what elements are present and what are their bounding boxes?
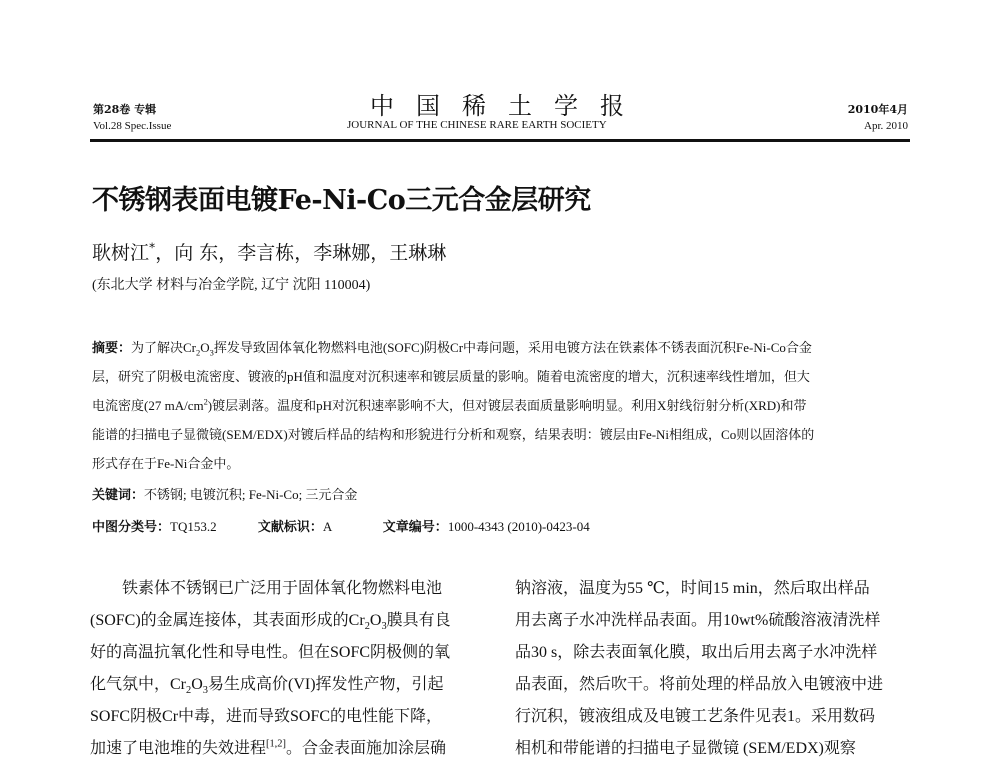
body-line [90, 639, 450, 662]
text-run: 加速了电池堆的失效进程 [90, 740, 267, 757]
text-run: 。合金表面施加涂层确 [285, 740, 446, 757]
abstract-line [92, 395, 807, 414]
body-line [515, 607, 880, 630]
keywords [92, 484, 357, 503]
volume-en: Vol.28 Spec.Issue [93, 120, 172, 132]
text-run: 易生成高价(VI)挥发性产物，引起 [207, 676, 444, 693]
date-en: Apr. 2010 [864, 120, 908, 132]
keywords-label: 关键词： [92, 487, 145, 502]
text-run: O [191, 676, 203, 693]
abstract-line [92, 453, 239, 472]
volume-cn: 第28卷 专辑 [93, 103, 157, 116]
affiliation: (东北大学 材料与冶金学院, 辽宁 沈阳 110004) [92, 278, 371, 293]
text-run: 品表面，然后吹干。将前处理的样品放入电镀液中进 [515, 676, 884, 693]
abstract-label: 摘要： [92, 340, 132, 355]
header-rule [90, 139, 910, 142]
date-cn: 2010年4月 [847, 103, 908, 116]
text-run: 铁素体不锈钢已广泛用于固体氧化物燃料电池 [90, 580, 443, 597]
text-run: 电流密度(27 mA/cm [92, 398, 204, 413]
text-run: 好的高温抗氧化性和导电性。但在SOFC阴极侧的氧 [90, 644, 451, 661]
abstract-line [92, 337, 812, 358]
text-run: 挥发导致固体氧化物燃料电池(SOFC)阴极Cr中毒问题，采用电镀方法在铁素体不锈表面沉积Fe-Ni-Co合金 [213, 340, 812, 355]
supscript-text: [1,2] [266, 738, 286, 750]
text-run: 品30 s，除去表面氧化膜，取出后用去离子水冲洗样 [515, 644, 878, 661]
authors [92, 238, 446, 265]
supscript-text: 2 [203, 396, 208, 407]
journal-title-en: JOURNAL OF THE CHINESE RARE EARTH SOCIETY [347, 119, 607, 131]
text-run: 膜具有良 [386, 612, 451, 629]
body-line [90, 671, 444, 696]
text-run: 行沉积，镀液组成及电镀工艺条件见表1。采用数码 [515, 708, 876, 725]
text-run: 为了解决Cr [131, 340, 197, 355]
body-line [90, 735, 446, 758]
body-line [515, 703, 875, 726]
text-run: 相机和带能谱的扫描电子显微镜 (SEM/EDX)观察 [515, 740, 856, 757]
supscript-text: * [149, 240, 156, 255]
text-run: 钠溶液，温度为55 ℃，时间15 min，然后取出样品 [515, 580, 870, 597]
subscript-text: 2 [196, 347, 201, 358]
body-line [90, 575, 442, 598]
body-line [515, 735, 856, 758]
text-run: 层，研究了阴极电流密度、镀液的pH值和温度对沉积速率和镀层质量的影响。随着电流密度的增大，沉积速率线性增加，但大 [92, 369, 810, 384]
text-run: 能谱的扫描电子显微镜(SEM/EDX)对镀后样品的结构和形貌进行分析和观察，结果表明：镀层由Fe-Ni相组成，Co则以固溶体的 [92, 427, 815, 442]
body-line [515, 639, 877, 662]
text-run: (SOFC)的金属连接体，其表面形成的Cr [90, 612, 365, 629]
text-run: 形式存在于Fe-Ni合金中。 [92, 456, 240, 471]
clc-value: TQ153.2 [170, 519, 217, 534]
keywords-value: 不锈钢; 电镀沉积; Fe-Ni-Co; 三元合金 [144, 487, 358, 502]
subscript-text: 3 [381, 621, 387, 633]
body-line [90, 703, 442, 726]
text-run: SOFC阴极Cr中毒，进而导致SOFC的电性能下降， [90, 708, 443, 725]
body-line [515, 575, 870, 598]
article-number-value: 1000-4343 (2010)-0423-04 [447, 519, 590, 534]
subscript-text: 3 [202, 685, 208, 697]
text-run: O [369, 612, 382, 629]
classification [92, 516, 590, 535]
doc-code-value: A [322, 519, 332, 534]
body-line [515, 671, 883, 694]
text-run: ，向 东，李言栋，李琳娜，王琳琳 [155, 242, 447, 264]
abstract-line [92, 424, 814, 443]
journal-title-cn: 中国稀土学报 [370, 92, 646, 120]
article-title: 不锈钢表面电镀Fe-Ni-Co三元合金层研究 [92, 185, 591, 216]
subscript-text: 2 [364, 621, 370, 633]
text-run: 耿树江 [92, 242, 150, 264]
article-number-label: 文章编号： [382, 519, 448, 534]
text-run: 用去离子水冲洗样品表面。用10wt%硫酸溶液清洗样 [515, 612, 881, 629]
subscript-text: 3 [209, 347, 214, 358]
abstract-line [92, 366, 810, 385]
text-run: )镀层剥落。温度和pH对沉积速率影响不大，但对镀层表面质量影响明显。利用X射线衍射分析(XRD)和带 [207, 398, 807, 413]
abstract-text [131, 340, 812, 358]
clc-label: 中图分类号： [92, 519, 171, 534]
subscript-text: 2 [186, 685, 192, 697]
body-line [90, 607, 451, 632]
doc-code-label: 文献标识： [257, 519, 323, 534]
text-run: 化气氛中，Cr [90, 676, 187, 693]
text-run: O [200, 340, 210, 355]
